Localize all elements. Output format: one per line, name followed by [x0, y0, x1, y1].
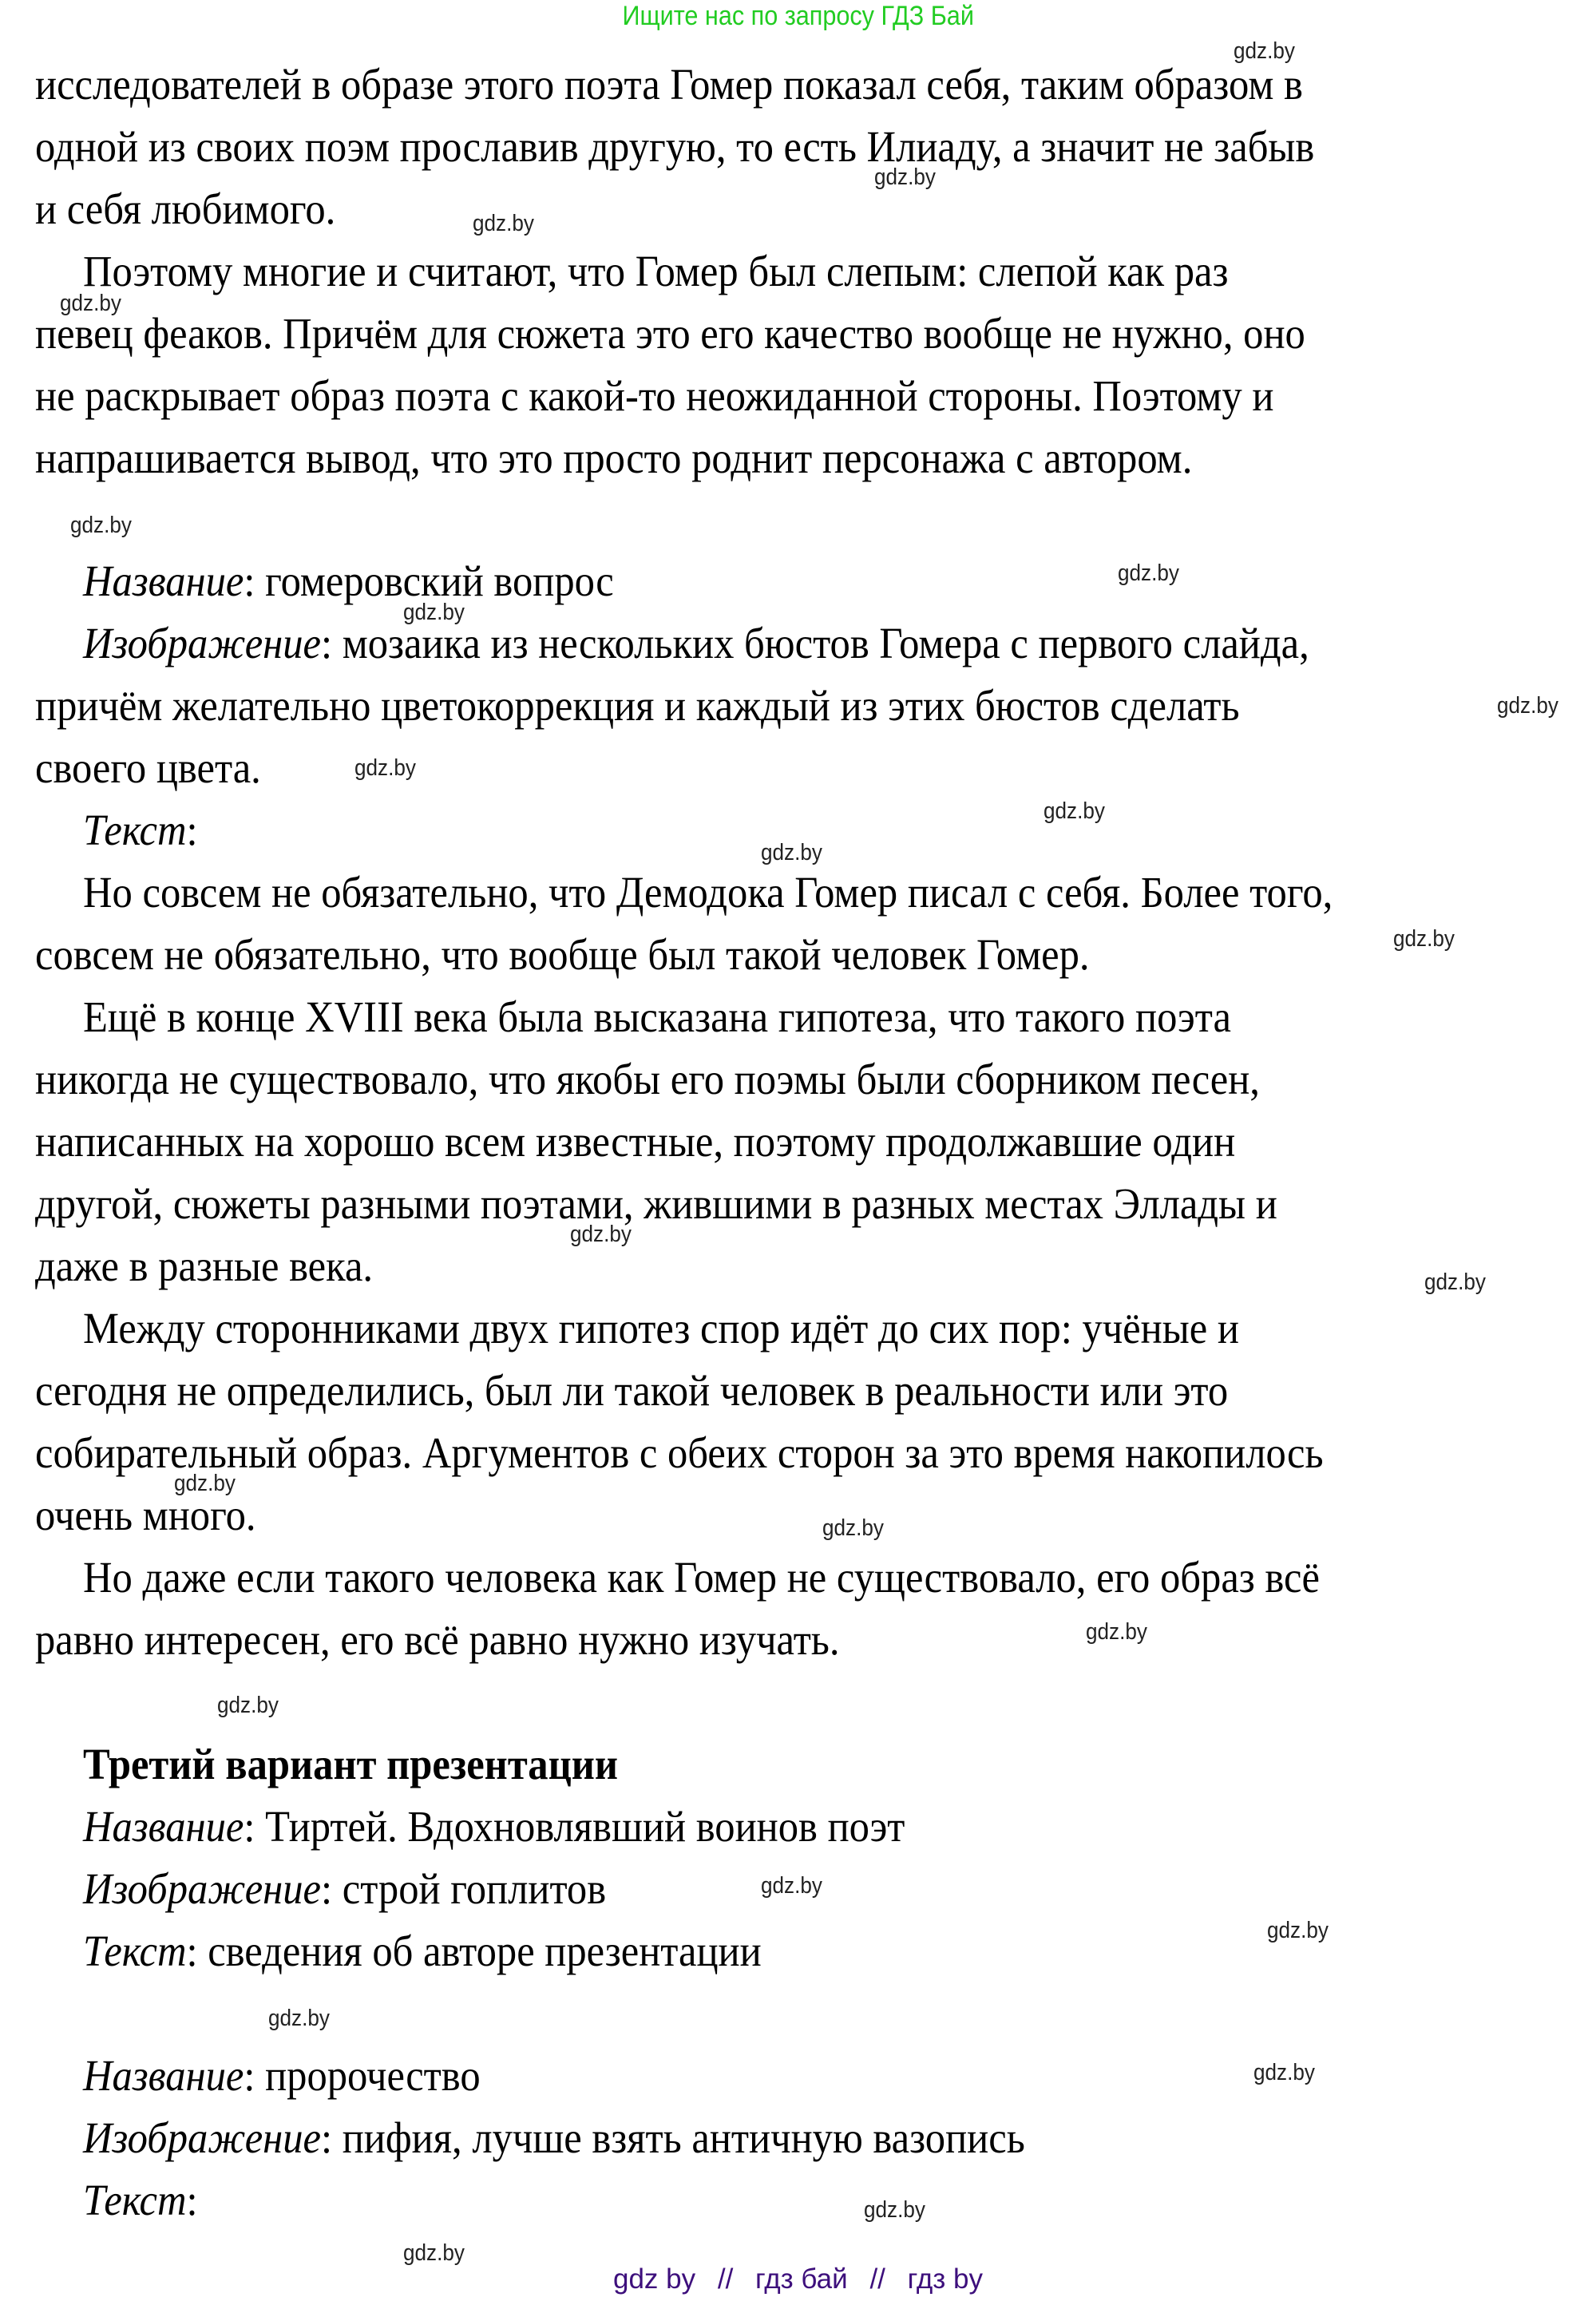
text-label: Текст: [83, 1927, 187, 1975]
text-line: причём желательно цветокоррекция и каждый из этих бюстов сделать: [35, 681, 1240, 730]
watermark: gdz.by: [1267, 1918, 1329, 1943]
watermark: gdz.by: [174, 1471, 236, 1496]
watermark: gdz.by: [1393, 926, 1455, 952]
footer-link-gdz-bai[interactable]: гдз бай: [755, 2263, 848, 2295]
text-line: даже в разные века.: [35, 1242, 374, 1290]
title-label: Название: [83, 556, 244, 605]
slide-title-line: [83, 2050, 481, 2101]
colon: :: [186, 806, 198, 854]
text-line: другой, сюжеты разными поэтами, жившими в разных местах Эллады и: [35, 1179, 1277, 1228]
slide-text-line: [83, 805, 198, 856]
title-label: Название: [83, 1802, 244, 1851]
watermark: gdz.by: [761, 840, 822, 865]
watermark: gdz.by: [874, 164, 936, 190]
footer-link-gdz-by[interactable]: gdz by: [613, 2263, 696, 2295]
watermark: gdz.by: [268, 2006, 330, 2031]
text-label: Текст: [83, 806, 187, 854]
text-line: исследователей в образе этого поэта Гомер показал себя, таким образом в: [35, 60, 1303, 109]
text-label: Текст: [83, 2176, 187, 2224]
footer-links: [0, 2263, 1596, 2295]
watermark: gdz.by: [864, 2197, 925, 2223]
text-line: никогда не существовало, что якобы его поэмы были сборником песен,: [35, 1055, 1260, 1103]
text-line: написанных на хорошо всем известные, поэтому продолжавшие один: [35, 1117, 1236, 1166]
text-line: певец феаков. Причём для сюжета это его качество вообще не нужно, оно: [35, 309, 1305, 358]
watermark: gdz.by: [1234, 38, 1295, 64]
watermark: gdz.by: [473, 211, 534, 236]
text-line: собирательный образ. Аргументов с обеих сторон за это время накопилось: [35, 1428, 1324, 1477]
text-line: очень много.: [35, 1491, 256, 1539]
title-value: : пророчество: [244, 2051, 481, 2100]
footer-link-gdz-by-cyr[interactable]: гдз by: [907, 2263, 983, 2295]
watermark: gdz.by: [217, 1693, 279, 1718]
slide-text-line: [83, 2175, 198, 2226]
watermark: gdz.by: [1424, 1269, 1486, 1295]
image-value: : пифия, лучше взять античную вазопись: [321, 2113, 1025, 2162]
footer-separator: //: [869, 2263, 885, 2295]
text-line: и себя любимого.: [35, 184, 336, 233]
text-line: своего цвета.: [35, 743, 261, 792]
text-line: Но совсем не обязательно, что Демодока Гомер писал с себя. Более того,: [83, 868, 1333, 917]
text-value: : сведения об авторе презентации: [186, 1927, 762, 1975]
slide-image-line: [83, 2113, 1025, 2164]
image-value: : строй гоплитов: [321, 1864, 607, 1913]
image-label: Изображение: [83, 1864, 322, 1913]
watermark: gdz.by: [354, 755, 416, 781]
search-banner-text: Ищите нас по запросу ГДЗ Бай: [622, 1, 974, 31]
slide-image-line: [83, 1863, 606, 1915]
slide-title-line: [83, 556, 614, 607]
watermark: gdz.by: [70, 513, 132, 538]
text-line: Но даже если такого человека как Гомер не существовало, его образ всё: [83, 1553, 1320, 1602]
text-line: Ещё в конце XVIII века была высказана гипотеза, что такого поэта: [83, 992, 1231, 1041]
watermark: gdz.by: [403, 600, 465, 625]
image-label: Изображение: [83, 619, 322, 667]
slide-text-line: [83, 1926, 762, 1977]
title-label: Название: [83, 2051, 244, 2100]
watermark: gdz.by: [1118, 560, 1179, 586]
watermark: gdz.by: [60, 291, 121, 316]
watermark: gdz.by: [570, 1222, 632, 1247]
title-value: : Тиртей. Вдохновлявший воинов поэт: [244, 1802, 905, 1851]
text-line: Поэтому многие и считают, что Гомер был слепым: слепой как раз: [83, 247, 1229, 295]
watermark: gdz.by: [1253, 2060, 1315, 2085]
image-label: Изображение: [83, 2113, 322, 2162]
footer-separator: //: [717, 2263, 734, 2295]
text-line: Между сторонниками двух гипотез спор идёт до сих пор: учёные и: [83, 1304, 1239, 1352]
watermark: gdz.by: [1497, 693, 1558, 719]
watermark: gdz.by: [403, 2240, 465, 2266]
search-banner[interactable]: [0, 0, 1596, 32]
text-line: сегодня не определились, был ли такой человек в реальности или это: [35, 1366, 1229, 1415]
text-line: одной из своих поэм прославив другую, то есть Илиаду, а значит не забыв: [35, 122, 1315, 171]
watermark: gdz.by: [1086, 1619, 1147, 1645]
colon: :: [186, 2176, 198, 2224]
watermark: gdz.by: [761, 1873, 822, 1899]
text-line: не раскрывает образ поэта с какой-то неожиданной стороны. Поэтому и: [35, 371, 1274, 420]
slide-title-line: [83, 1801, 905, 1852]
text-line: равно интересен, его всё равно нужно изучать.: [35, 1615, 840, 1664]
watermark: gdz.by: [1044, 798, 1105, 824]
slide-image-line: [83, 618, 1309, 669]
text-line: совсем не обязательно, что вообще был такой человек Гомер.: [35, 930, 1090, 979]
watermark: gdz.by: [822, 1515, 884, 1541]
image-value: : мозаика из нескольких бюстов Гомера с первого слайда,: [321, 619, 1309, 667]
text-line: напрашивается вывод, что это просто роднит персонажа с автором.: [35, 434, 1193, 482]
title-value: : гомеровский вопрос: [244, 556, 614, 605]
section-heading: Третий вариант презентации: [83, 1740, 619, 1788]
